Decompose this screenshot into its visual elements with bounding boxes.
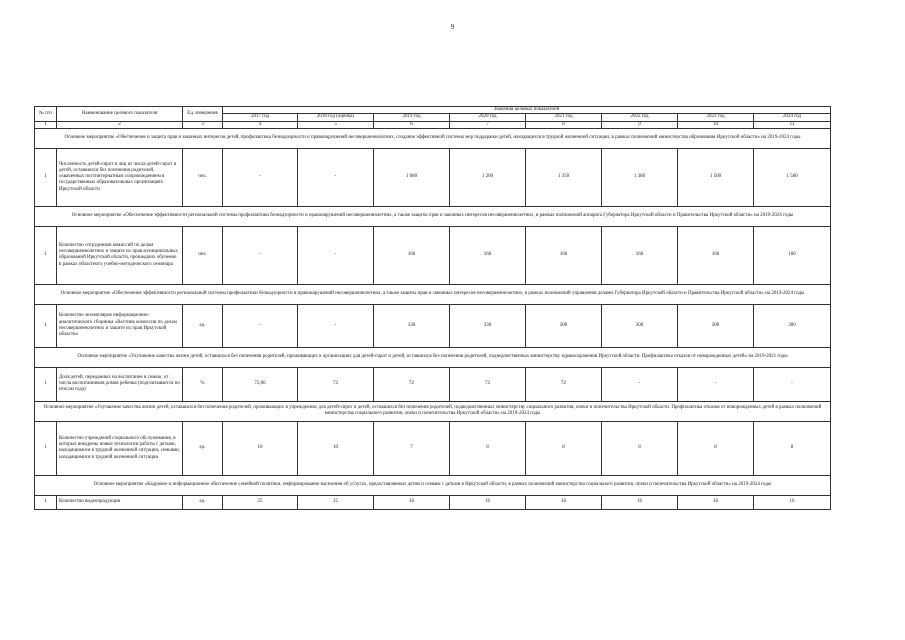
section-title: Основное мероприятие «Улучшение качества жизни детей, оставшихся без попечения родителей, проживающих в учреждениях для детей-сирот и детей, оставшихся без попечения родителей, подведомственных министерству социального развития, опеки и попечительства Иркутской области. Профилактика отказов от новорожденных детей в рамках полномочий министерства социального развития, опеки и попечительства Иркутской области» на 2019-2024 годы [35,401,831,421]
indicator-name: Количество учреждений социального обслуживания, в которых внедрены новые технологии работы с детьми, находящимися в трудной жизненной ситуации, семьями, находящимися в трудной жизненной ситуации [57,421,183,475]
indicator-value: 330 [450,304,526,347]
indicator-value: 160 [678,226,754,284]
indicator-value: 25 [223,495,298,509]
indicator-value: 16 [450,495,526,509]
indicator-unit: ед. [183,304,223,347]
row-num: 1 [35,367,57,401]
table-row [35,421,831,475]
section-title: Основное мероприятие «Кадровое и информационное обеспечение семейной политики, информирование населения об услугах, предоставляемых детям и семьям с детьми в Иркутской области, в рамках полномочий министерства социального развития, опеки и попечительства Иркутской области» на 2019-2024 годы [35,475,831,495]
header-year: 2020 год [450,114,526,121]
column-number: 6 [374,121,450,128]
indicator-name: Доля детей, переданных на воспитание в семью, от числа воспитанников домов ребенка (подсчитывается по итогам года) [57,367,183,401]
indicator-value: 1 500 [678,148,754,206]
indicator-value: 10 [223,421,298,475]
column-number: 3 [183,121,223,128]
indicator-unit: ед. [183,421,223,475]
column-number: 5 [298,121,374,128]
column-number: 7 [450,121,526,128]
header-year: 2021 год [526,114,602,121]
header-year: 2018 год (оценка) [298,114,374,121]
indicator-value: - [298,148,374,206]
table-row [35,148,831,206]
indicator-value: 1 350 [526,148,602,206]
section-title: Основное мероприятие «Обеспечение эффективности региональной системы профилактики безнадзорности и правонарушений несовершеннолетних, а также защиты прав и законных интересов несовершеннолетних, в рамках полномочий аппарата Губернатора Иркутской области и Правительства Иркутской области» на 2019-2024 годы [35,206,831,226]
indicator-value: - [223,148,298,206]
section-title-row [35,206,831,226]
indicator-name: Количество видеопродукции [57,495,183,509]
header-year: 2017 год [223,114,298,121]
indicator-value: 1 080 [374,148,450,206]
row-num: 1 [35,148,57,206]
page-number: 9 [450,23,455,31]
indicator-value: - [298,226,374,284]
header-year: 2022 год [602,114,678,121]
indicator-value: 8 [678,421,754,475]
indicator-value: 16 [526,495,602,509]
indicator-unit: чел. [183,148,223,206]
indicator-value: 25 [298,495,374,509]
column-number: 1 [35,121,57,128]
indicator-value: - [298,304,374,347]
column-number: 11 [754,121,831,128]
row-num: 1 [35,226,57,284]
indicator-value: 72 [526,367,602,401]
indicator-value: 160 [754,226,831,284]
section-title-row [35,128,831,148]
header-year: 2019 год [374,114,450,121]
header-row-top [35,107,831,114]
column-number: 9 [602,121,678,128]
indicator-value: 300 [602,304,678,347]
header-year: 2024 год [754,114,831,121]
indicator-value: 7 [374,421,450,475]
indicator-value: 72 [374,367,450,401]
indicator-value: 16 [374,495,450,509]
indicator-name: Количество экземпляров информационно-аналитического сборника «Вестник комиссии по делам несовершеннолетних и защите их прав Иркутской области» [57,304,183,347]
indicator-value: 160 [374,226,450,284]
indicator-value: - [678,367,754,401]
indicator-value: 1 200 [450,148,526,206]
section-title: Основное мероприятие «Обеспечение и защита прав и законных интересов детей, профилактика безнадзорности и правонарушений несовершеннолетних, создание эффективной системы мер поддержки детей, находящихся в трудной жизненной ситуации, в рамках полномочий министерства образования Иркутской области» на 2019-2024 годы [35,128,831,148]
table-row [35,226,831,284]
section-title-row [35,347,831,367]
table-row [35,304,831,347]
section-title-row [35,401,831,421]
indicator-value: 1 580 [754,148,831,206]
indicator-value: 72,06 [223,367,298,401]
indicator-value: 16 [602,495,678,509]
section-title-row [35,475,831,495]
indicator-value: 72 [450,367,526,401]
indicator-value: 330 [374,304,450,347]
header-values-group: Значения целевых показателей [223,107,831,114]
indicator-value: 8 [754,421,831,475]
indicator-name: Количество сотрудников комиссий по делам несовершеннолетних и защите их прав муниципальных образований Иркутской области, прошедших обучение в рамках областного учебно-методического семинара [57,226,183,284]
indicator-value: 8 [526,421,602,475]
indicator-value: 8 [450,421,526,475]
header-year: 2023 год [678,114,754,121]
section-title: Основное мероприятие «Улучшение качества жизни детей, оставшихся без попечения родителей, проживающих в организациях для детей-сирот и детей, оставшихся без попечения родителей, подведомственных министерству здравоохранения Иркутской области. Профилактика отказов от новорожденных детей» на 2019-2021 годы [35,347,831,367]
indicator-value: 160 [602,226,678,284]
header-num: № п/п [35,107,57,122]
indicator-unit: ед. [183,495,223,509]
indicator-value: 72 [298,367,374,401]
column-number: 2 [57,121,183,128]
column-numbers-row [35,121,831,128]
indicator-value: - [223,226,298,284]
indicator-value: 160 [526,226,602,284]
indicator-value: 16 [754,495,831,509]
indicators-table [34,106,831,510]
indicator-unit: чел. [183,226,223,284]
column-number: 10 [678,121,754,128]
indicator-value: 300 [526,304,602,347]
header-name: Наименование целевого показателя [57,107,183,122]
table-row [35,495,831,509]
row-num: 1 [35,304,57,347]
header-unit: Ед. измерения [183,107,223,122]
section-title-row [35,284,831,304]
indicator-name: Численность детей-сирот и лиц из числа детей-сирот и детей, оставшихся без попечения родителей, охваченных постинтернатным сопровождением в государственных образовательных организациях Иркутской области [57,148,183,206]
row-num: 1 [35,421,57,475]
indicator-value: 16 [678,495,754,509]
indicator-value: 160 [450,226,526,284]
indicator-unit: % [183,367,223,401]
indicator-value: - [754,367,831,401]
column-number: 4 [223,121,298,128]
indicator-value: 300 [754,304,831,347]
indicator-value: - [223,304,298,347]
indicator-value: 300 [678,304,754,347]
indicator-value: 8 [602,421,678,475]
row-num: 1 [35,495,57,509]
indicator-value: 10 [298,421,374,475]
section-title: Основное мероприятие «Обеспечение эффективности региональной системы профилактики безнадзорности и правонарушений несовершеннолетних, а также защиты прав и законных интересов несовершеннолетних, в рамках полномочий управления делами Губернатора Иркутской области и Правительства Иркутской области» на 2019-2024 годы [35,284,831,304]
indicator-value: - [602,367,678,401]
indicator-value: 1 380 [602,148,678,206]
column-number: 8 [526,121,602,128]
table-row [35,367,831,401]
